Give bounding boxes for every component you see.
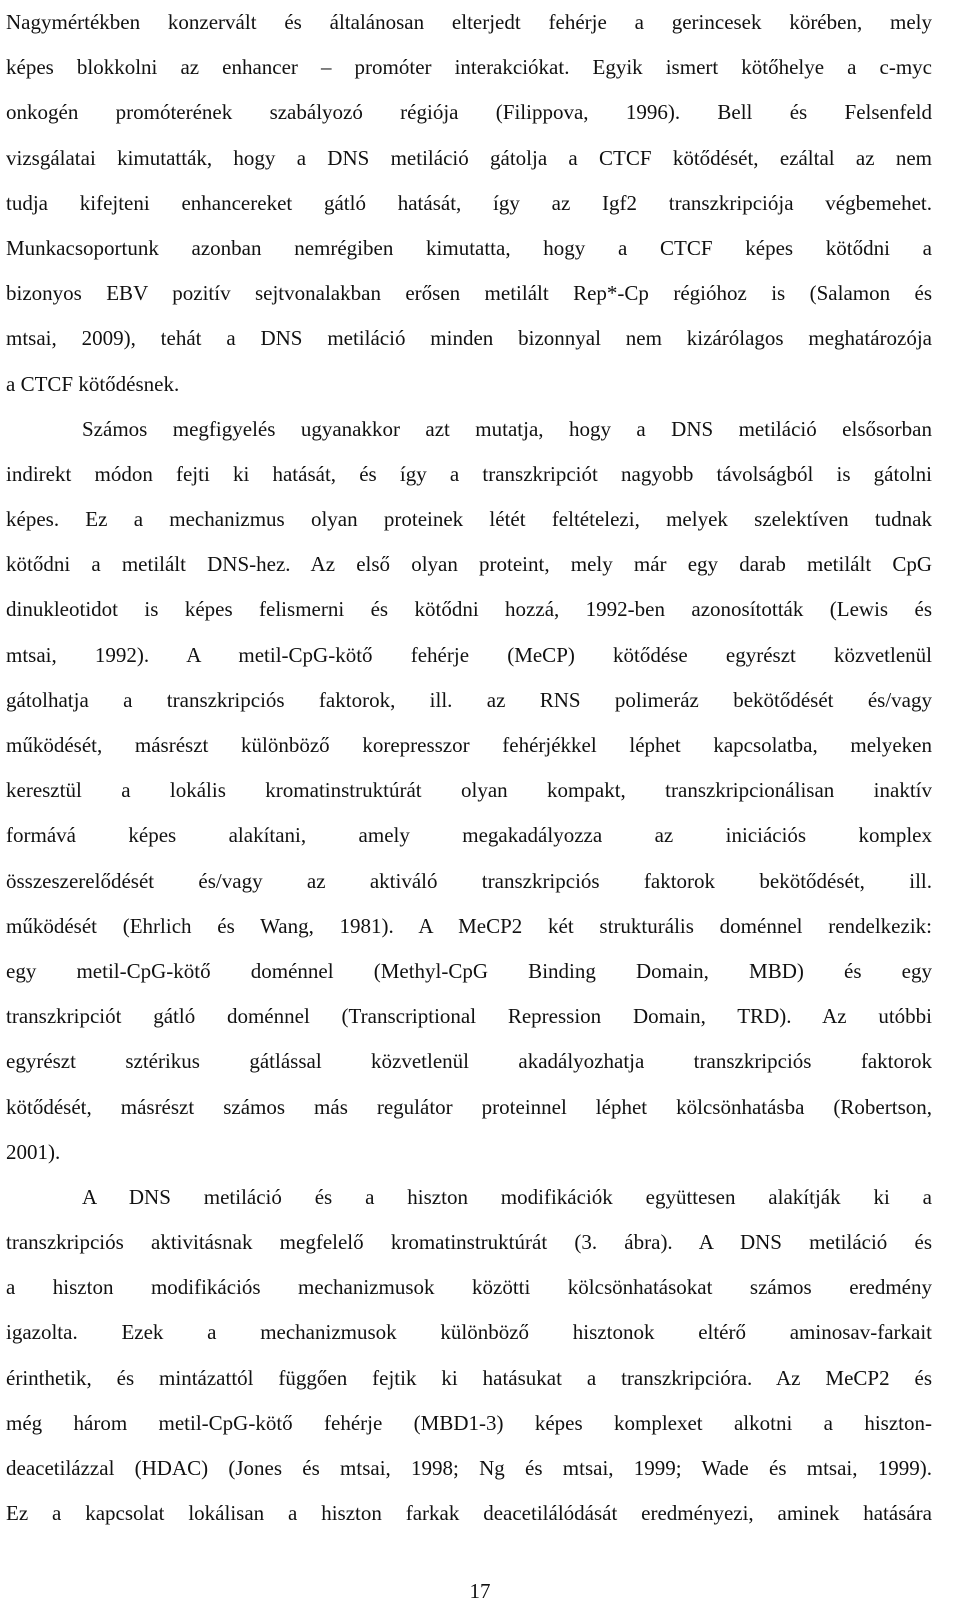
text-line: transzkripciót gátló doménnel (Transcriptional Repression Domain, TRD). Az utóbbi bbox=[6, 1004, 932, 1029]
text-line: egy metil-CpG-kötő doménnel (Methyl-CpG Binding Domain, MBD) és egy bbox=[6, 958, 932, 983]
text-line: 2001). bbox=[6, 1139, 61, 1164]
text-line: mtsai, 1992). A metil-CpG-kötő fehérje (MeCP) kötődése egyrészt közvetlenül bbox=[6, 642, 932, 667]
text-line: kötődni a metilált DNS-hez. Az első olyan proteint, mely már egy darab metilált CpG bbox=[6, 552, 932, 577]
text-line: működését (Ehrlich és Wang, 1981). A MeCP2 két strukturális doménnel rendelkezik: bbox=[6, 913, 932, 938]
text-line: indirekt módon fejti ki hatását, és így a transzkripciót nagyobb távolságból is gátolni bbox=[6, 461, 932, 486]
page-number: 17 bbox=[469, 1579, 491, 1603]
text-line: még három metil-CpG-kötő fehérje (MBD1-3) képes komplexet alkotni a hiszton- bbox=[6, 1410, 932, 1435]
text-line: összeszerelődését és/vagy az aktiváló transzkripciós faktorok bekötődését, ill. bbox=[6, 868, 932, 893]
text-line: Nagymértékben konzervált és általánosan elterjedt fehérje a gerincesek körében, mely bbox=[6, 10, 932, 34]
text-line: képes. Ez a mechanizmus olyan proteinek létét feltételezi, melyek szelektíven tudnak bbox=[6, 507, 932, 532]
text-line: képes blokkolni az enhancer – promóter interakciókat. Egyik ismert kötőhelye a c-myc bbox=[6, 55, 932, 80]
text-line: érinthetik, és mintázattól függően fejtik ki hatásukat a transzkripcióra. Az MeCP2 és bbox=[6, 1365, 932, 1390]
text-line: kötődését, másrészt számos más regulátor proteinnel léphet kölcsönhatásba (Robertson, bbox=[6, 1094, 932, 1119]
text-line: A DNS metiláció és a hiszton modifikációk együttesen alakítják ki a bbox=[82, 1184, 932, 1209]
text-line: tudja kifejteni enhancereket gátló hatását, így az Igf2 transzkripciója végbemehet. bbox=[6, 190, 932, 215]
body-text bbox=[6, 0, 932, 1536]
text-line: egyrészt sztérikus gátlással közvetlenül akadályozhatja transzkripciós faktorok bbox=[6, 1049, 932, 1074]
text-line: gátolhatja a transzkripciós faktorok, ill. az RNS polimeráz bekötődését és/vagy bbox=[6, 687, 932, 712]
text-line: keresztül a lokális kromatinstruktúrát olyan kompakt, transzkripcionálisan inaktív bbox=[6, 778, 932, 803]
text-line: dinukleotidot is képes felismerni és kötődni hozzá, 1992-ben azonosították (Lewis és bbox=[6, 597, 932, 622]
text-line: a CTCF kötődésnek. bbox=[6, 371, 180, 396]
text-line: formává képes alakítani, amely megakadályozza az iniciációs komplex bbox=[6, 823, 932, 848]
text-line: onkogén promóterének szabályozó régiója (Filippova, 1996). Bell és Felsenfeld bbox=[6, 100, 932, 125]
text-line: bizonyos EBV pozitív sejtvonalakban erősen metilált Rep*-Cp régióhoz is (Salamon és bbox=[6, 281, 932, 306]
text-line: Ez a kapcsolat lokálisan a hiszton farkak deacetilálódását eredményezi, aminek hatására bbox=[6, 1501, 932, 1526]
text-line: deacetilázzal (HDAC) (Jones és mtsai, 1998; Ng és mtsai, 1999; Wade és mtsai, 1999). bbox=[6, 1456, 932, 1480]
text-line: mtsai, 2009), tehát a DNS metiláció minden bizonnyal nem kizárólagos meghatározója bbox=[6, 326, 932, 351]
text-line: vizsgálatai kimutatták, hogy a DNS metiláció gátolja a CTCF kötődését, ezáltal az nem bbox=[6, 145, 932, 170]
text-line: igazolta. Ezek a mechanizmusok különböző hisztonok eltérő aminosav-farkait bbox=[6, 1320, 932, 1345]
text-line: transzkripciós aktivitásnak megfelelő kromatinstruktúrát (3. ábra). A DNS metiláció és bbox=[6, 1230, 932, 1255]
text-line: a hiszton modifikációs mechanizmusok közötti kölcsönhatásokat számos eredmény bbox=[6, 1275, 932, 1300]
text-line: Munkacsoportunk azonban nemrégiben kimutatta, hogy a CTCF képes kötődni a bbox=[6, 235, 932, 260]
text-line: Számos megfigyelés ugyanakkor azt mutatja, hogy a DNS metiláció elsősorban bbox=[82, 416, 932, 441]
text-line: működését, másrészt különböző korepresszor fehérjékkel léphet kapcsolatba, melyeken bbox=[6, 733, 932, 757]
